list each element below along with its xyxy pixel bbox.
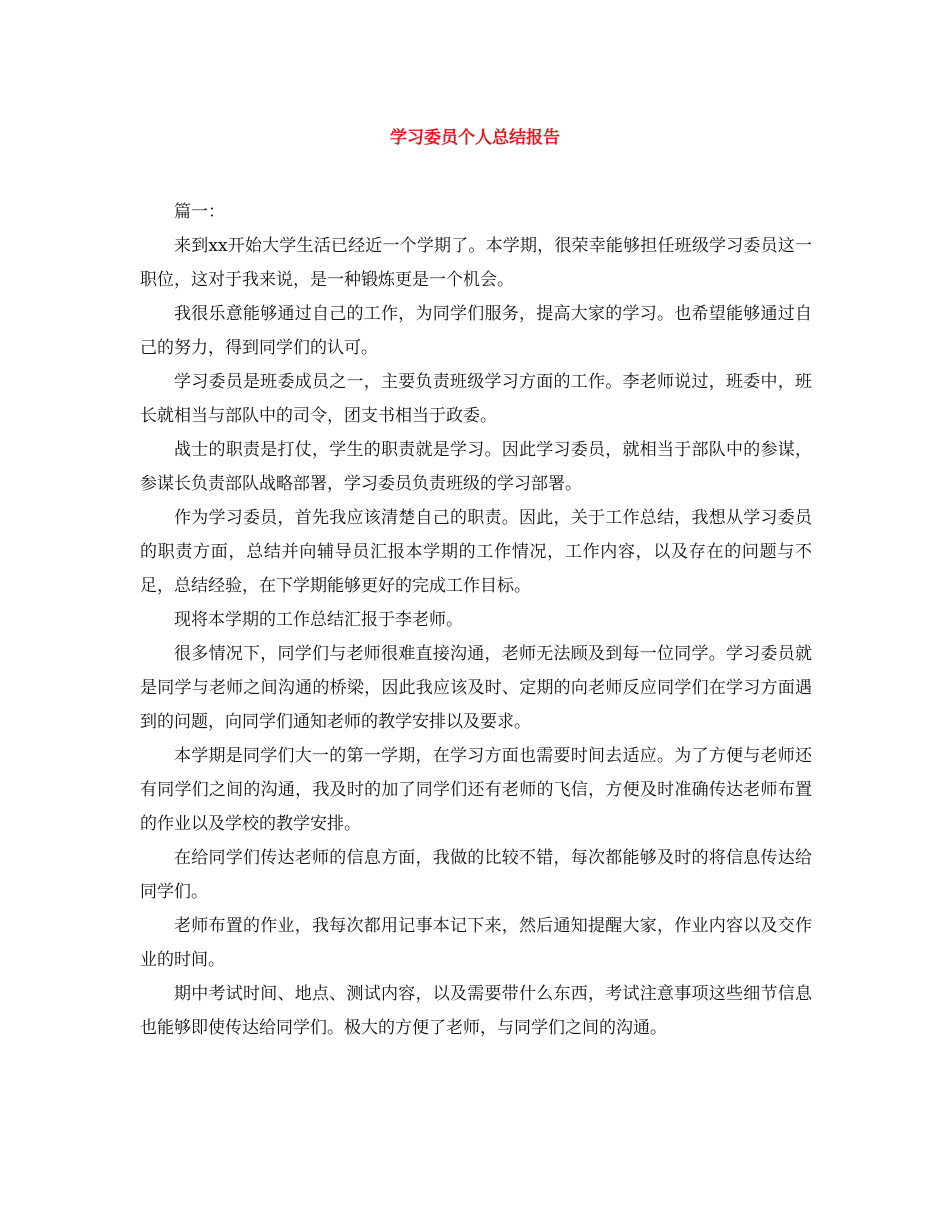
paragraph: 学习委员是班委成员之一，主要负责班级学习方面的工作。李老师说过，班委中，班长就相当与部队中的司令，团支书相当于政委。 bbox=[140, 372, 812, 426]
paragraph: 很多情况下，同学们与老师很难直接沟通，老师无法顾及到每一位同学。学习委员就是同学与老师之间沟通的桥梁，因此我应该及时、定期的向老师反应同学们在学习方面遇到的问题，向同学们通知老师的教学安排以及要求。 bbox=[140, 644, 812, 732]
paragraph: 现将本学期的工作总结汇报于李老师。 bbox=[174, 610, 463, 630]
paragraph: 本学期是同学们大一的第一学期，在学习方面也需要时间去适应。为了方便与老师还有同学们之间的沟通，我及时的加了同学们还有老师的飞信，方便及时准确传达老师布置的作业以及学校的教学安排。 bbox=[140, 746, 812, 834]
paragraph: 战士的职责是打仗，学生的职责就是学习。因此学习委员，就相当于部队中的参谋，参谋长负责部队战略部署，学习委员负责班级的学习部署。 bbox=[140, 440, 812, 494]
paragraph: 来到xx开始大学生活已经近一个学期了。本学期，很荣幸能够担任班级学习委员这一职位，这对于我来说，是一种锻炼更是一个机会。 bbox=[140, 236, 812, 290]
document-body bbox=[140, 195, 812, 1045]
paragraph: 篇一： bbox=[174, 202, 225, 222]
document-title: 学习委员个人总结报告 bbox=[390, 128, 560, 148]
paragraph: 期中考试时间、地点、测试内容，以及需要带什么东西，考试注意事项这些细节信息也能够即使传达给同学们。极大的方便了老师，与同学们之间的沟通。 bbox=[140, 984, 812, 1038]
paragraph: 老师布置的作业，我每次都用记事本记下来，然后通知提醒大家，作业内容以及交作业的时间。 bbox=[140, 916, 812, 970]
paragraph: 作为学习委员，首先我应该清楚自己的职责。因此，关于工作总结，我想从学习委员的职责方面，总结并向辅导员汇报本学期的工作情况，工作内容，以及存在的问题与不足，总结经验，在下学期能够更好的完成工作目标。 bbox=[140, 508, 812, 596]
paragraph: 在给同学们传达老师的信息方面，我做的比较不错，每次都能够及时的将信息传达给同学们。 bbox=[140, 848, 812, 902]
paragraph: 我很乐意能够通过自己的工作，为同学们服务，提高大家的学习。也希望能够通过自己的努力，得到同学们的认可。 bbox=[140, 304, 812, 358]
